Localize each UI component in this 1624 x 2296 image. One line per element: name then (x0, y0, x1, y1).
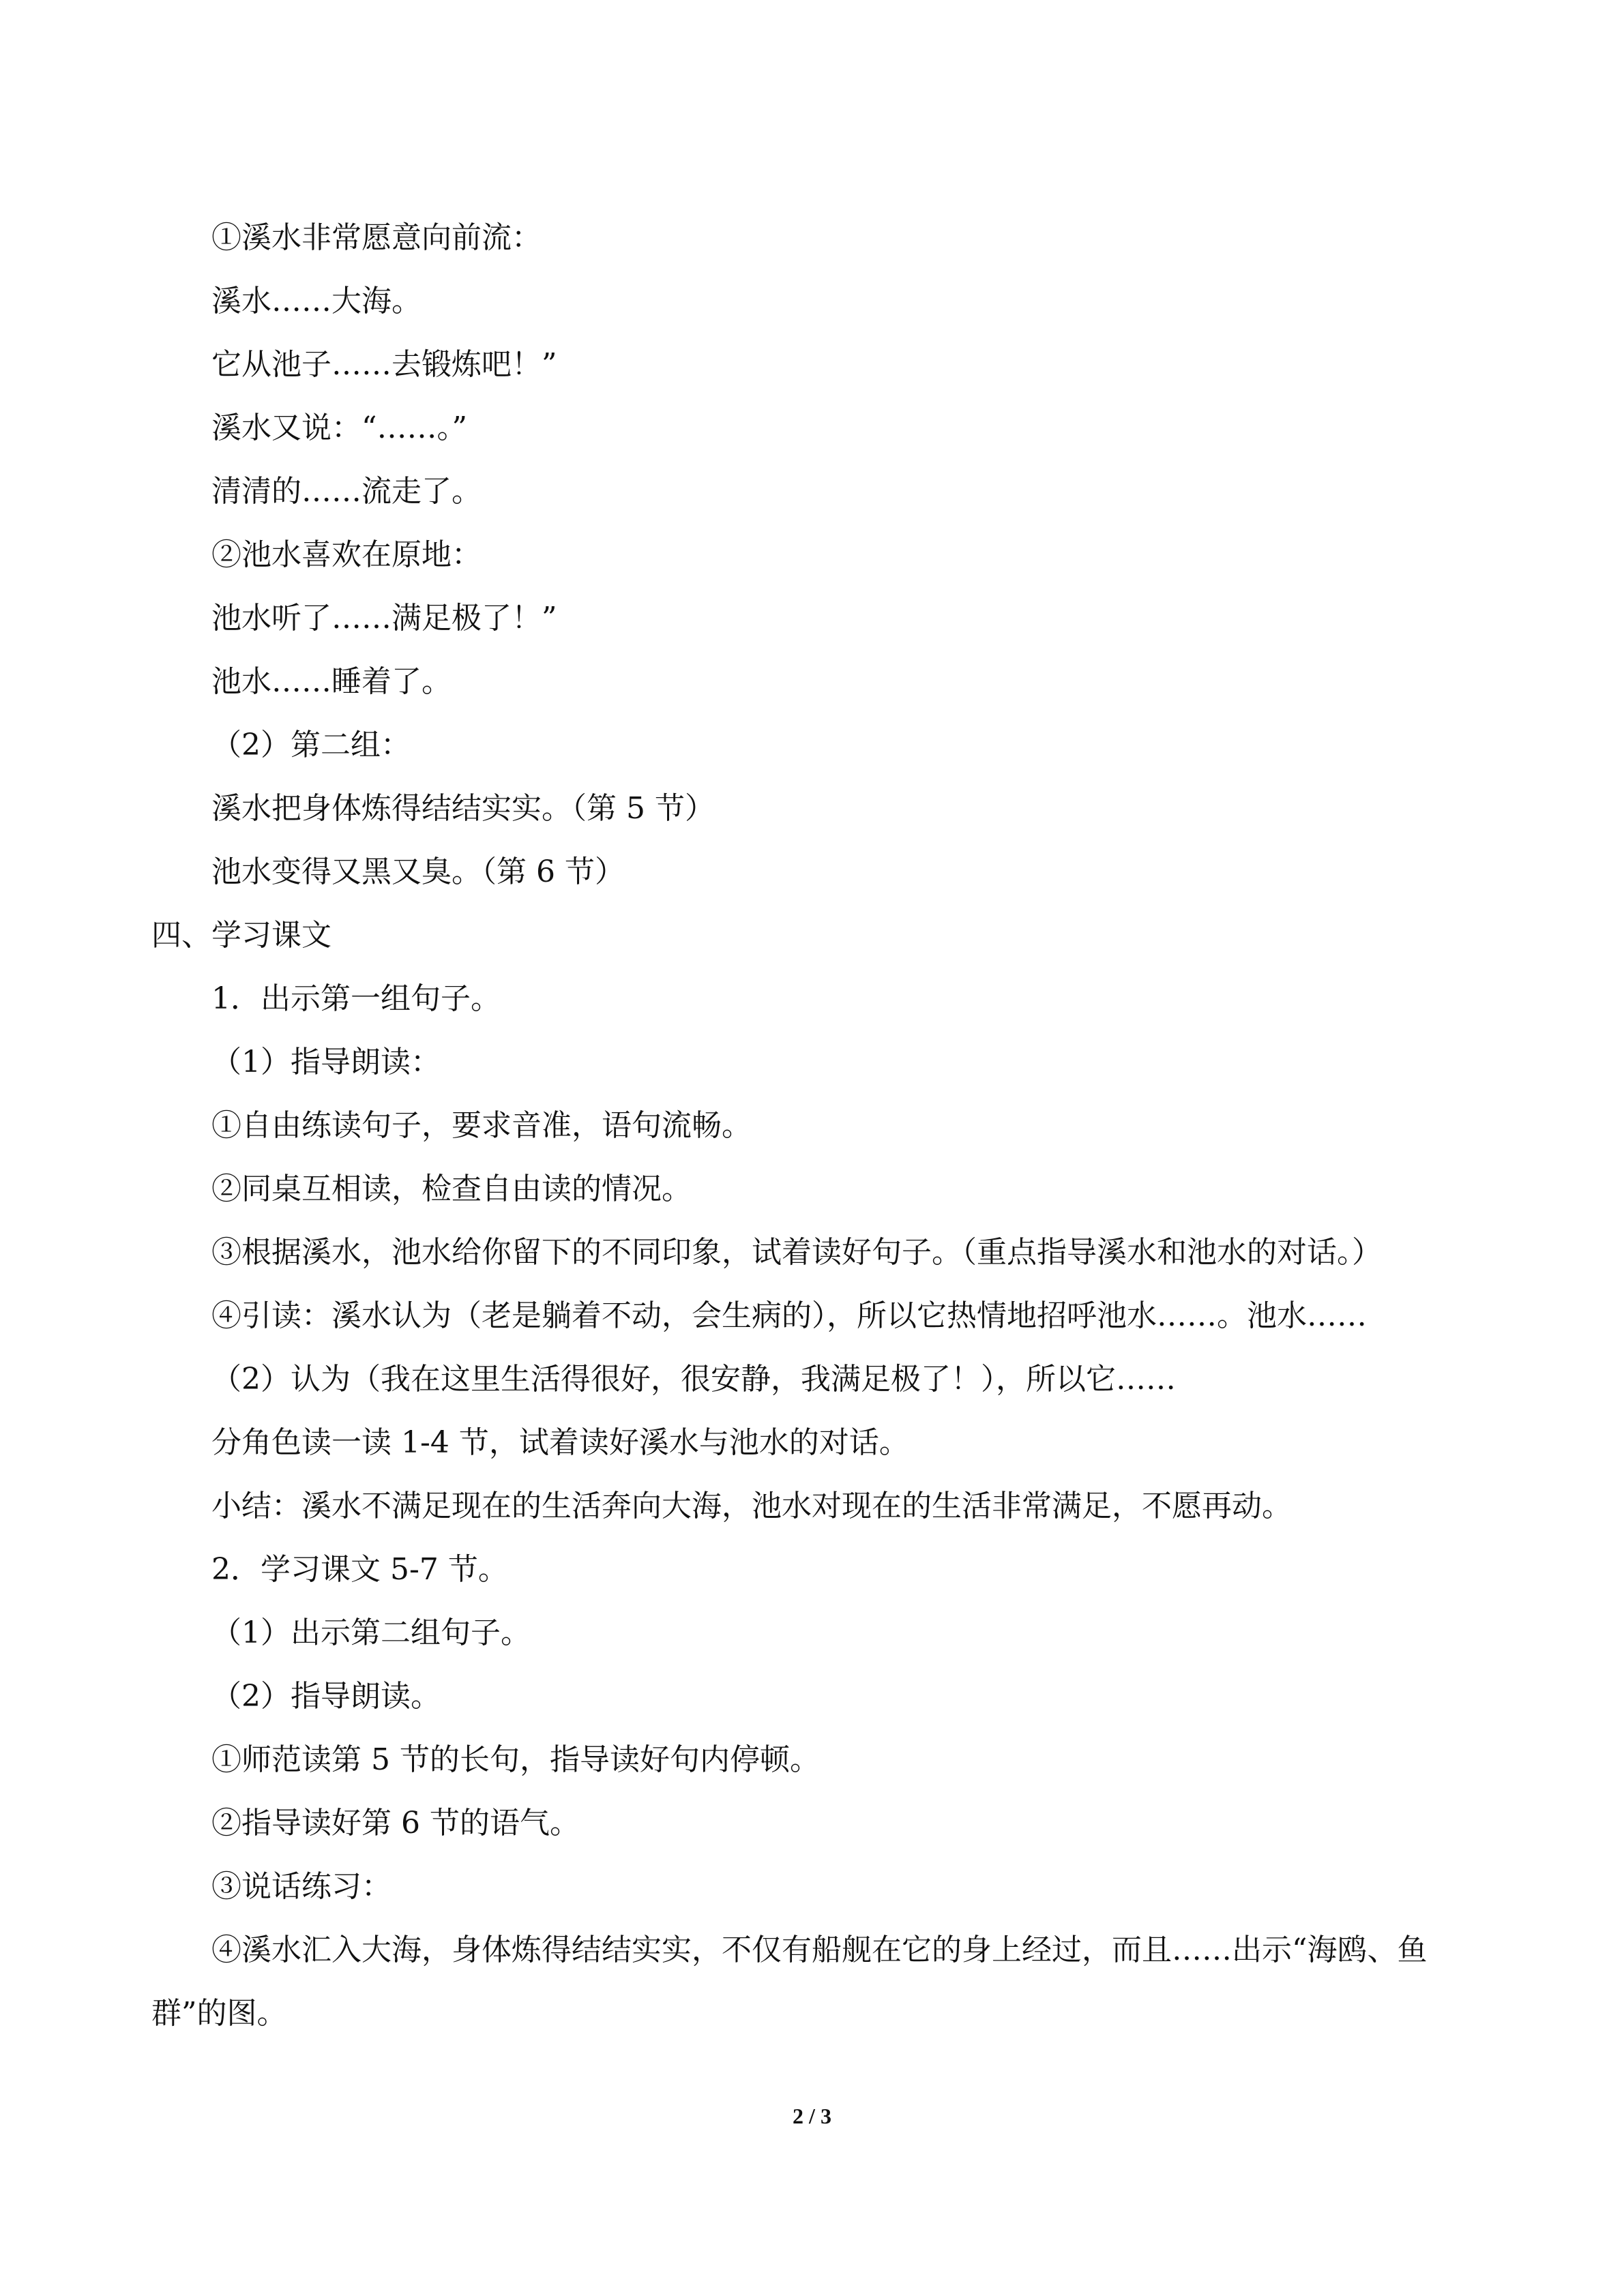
section-heading: 四、学习课文 (151, 918, 331, 953)
text-line: ②指导读好第 6 节的语气。 (211, 1806, 580, 1840)
text-line: 2．学习课文 5-7 节。 (211, 1552, 508, 1587)
text-line: 它从池子……去锻炼吧！” (211, 347, 557, 382)
text-line: 池水变得又黑又臭。（第 6 节） (211, 854, 625, 889)
text-line: ②池水喜欢在原地： (211, 537, 482, 572)
text-paragraph: ④溪水汇入大海，身体炼得结结实实，不仅有船舰在它的身上经过，而且……出示“海鸥、鱼群”的图。 (151, 1933, 1428, 2031)
text-paragraph: ④引读：溪水认为（老是躺着不动，会生病的），所以它热情地招呼池水……。池水…… (211, 1298, 1367, 1333)
text-line: （1）指导朗读： (211, 1045, 441, 1079)
text-line: （2）第二组： (211, 728, 411, 762)
text-paragraph: ③根据溪水，池水给你留下的不同印象，试着读好句子。（重点指导溪水和池水的对话。） (211, 1235, 1382, 1270)
text-line: 分角色读一读 1-4 节，试着读好溪水与池水的对话。 (211, 1425, 909, 1460)
text-line: 小结：溪水不满足现在的生活奔向大海，池水对现在的生活非常满足，不愿再动。 (211, 1489, 1292, 1523)
text-line: 溪水把身体炼得结结实实。（第 5 节） (211, 791, 715, 826)
page-body (151, 206, 1488, 2045)
text-line: ①溪水非常愿意向前流： (211, 220, 542, 255)
text-line: 池水……睡着了。 (211, 664, 452, 699)
text-line: （1）出示第二组句子。 (211, 1615, 531, 1650)
text-line: （2）指导朗读。 (211, 1679, 441, 1714)
text-line: ①自由练读句子，要求音准，语句流畅。 (211, 1108, 752, 1143)
text-line: 溪水又说：“……。” (211, 411, 467, 445)
text-line: 池水听了……满足极了！” (211, 601, 557, 636)
text-line: 溪水……大海。 (211, 284, 422, 318)
text-line: 1．出示第一组句子。 (211, 981, 501, 1016)
text-line: 清清的……流走了。 (211, 474, 482, 509)
text-line: ③说话练习： (211, 1869, 392, 1904)
text-line: ②同桌互相读，检查自由读的情况。 (211, 1172, 692, 1206)
page-number: 2 / 3 (793, 2104, 831, 2128)
text-line: ①师范读第 5 节的长句，指导读好句内停顿。 (211, 1742, 820, 1777)
text-line: （2）认为（我在这里生活得很好，很安静，我满足极了！），所以它…… (211, 1362, 1176, 1397)
